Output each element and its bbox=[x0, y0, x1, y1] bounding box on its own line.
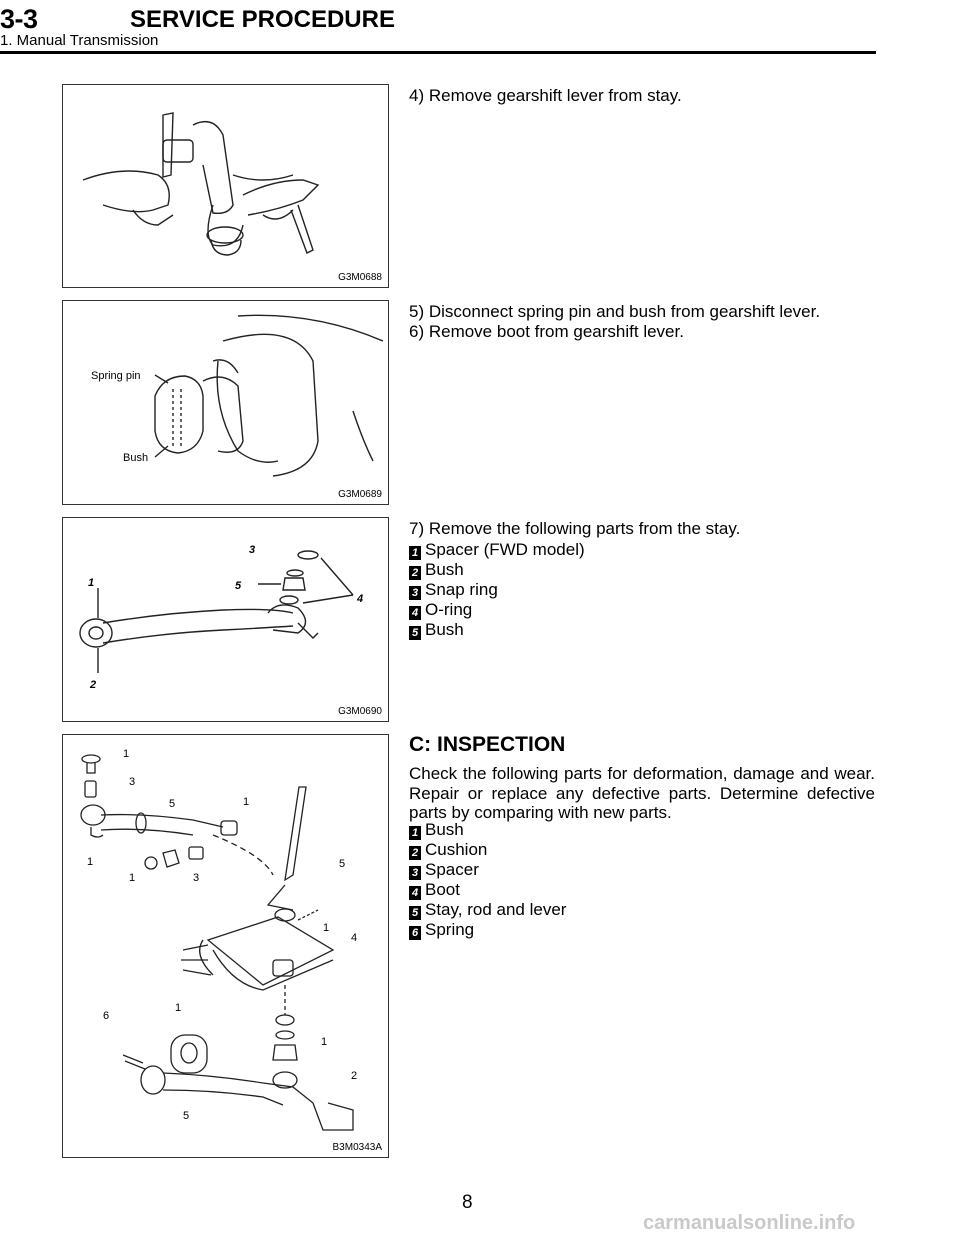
list-item: 1 Spacer (FWD model) bbox=[409, 540, 585, 560]
figure-remove-lever bbox=[62, 84, 389, 288]
page-title: SERVICE PROCEDURE bbox=[130, 6, 395, 33]
callout-1: 1 bbox=[88, 577, 95, 589]
boot-lever-illustration bbox=[63, 301, 388, 504]
section-subtitle: 1. Manual Transmission bbox=[0, 32, 159, 49]
list-item: 5 Bush bbox=[409, 620, 585, 640]
stay-illustration bbox=[63, 518, 388, 721]
list-item: 1 Bush bbox=[409, 820, 566, 840]
page-number: 8 bbox=[462, 1192, 473, 1213]
callout-5: 5 bbox=[339, 858, 346, 870]
hands-hammer-illustration bbox=[63, 85, 388, 287]
callout-2: 2 bbox=[90, 679, 97, 691]
callout-1: 1 bbox=[123, 748, 130, 760]
callout-5: 5 bbox=[169, 798, 176, 810]
figure-code: B3M0343A bbox=[332, 1142, 382, 1153]
callout-6: 6 bbox=[103, 1010, 110, 1022]
callout-5: 5 bbox=[183, 1110, 190, 1122]
footer-watermark[interactable]: carmanualsonline.info bbox=[643, 1212, 856, 1234]
callout-1: 1 bbox=[323, 922, 330, 934]
callout-1: 1 bbox=[243, 796, 250, 808]
callout-3: 3 bbox=[193, 872, 200, 884]
list-item: 3 Spacer bbox=[409, 860, 566, 880]
callout-3: 3 bbox=[249, 544, 256, 556]
figure-spring-pin-bush bbox=[62, 300, 389, 505]
step-4: 4) Remove gearshift lever from stay. bbox=[409, 86, 682, 105]
figure-code: G3M0690 bbox=[338, 706, 382, 717]
list-item: 6 Spring bbox=[409, 920, 566, 940]
step-6: 6) Remove boot from gearshift lever. bbox=[409, 322, 684, 341]
figure-exploded-view bbox=[62, 734, 389, 1158]
callout-5: 5 bbox=[235, 580, 242, 592]
callout-4: 4 bbox=[351, 932, 358, 944]
stay-parts-list bbox=[409, 540, 585, 640]
section-number: 3-3 bbox=[0, 4, 38, 34]
exploded-parts-illustration bbox=[63, 735, 388, 1157]
callout-1: 1 bbox=[175, 1002, 182, 1014]
figure-stay-parts bbox=[62, 517, 389, 722]
callout-3: 3 bbox=[129, 776, 136, 788]
step-7: 7) Remove the following parts from the stay. bbox=[409, 519, 741, 538]
inspection-text: Check the following parts for deformation, damage and wear. Repair or replace any defective parts. Determine defective parts by comparing with new parts. bbox=[409, 764, 875, 823]
list-item: 4 O-ring bbox=[409, 600, 585, 620]
list-item: 3 Snap ring bbox=[409, 580, 585, 600]
list-item: 2 Bush bbox=[409, 560, 585, 580]
step-5: 5) Disconnect spring pin and bush from gearshift lever. bbox=[409, 302, 821, 321]
callout-1: 1 bbox=[87, 856, 94, 868]
callout-2: 2 bbox=[351, 1070, 358, 1082]
callout-1: 1 bbox=[129, 872, 136, 884]
list-item: 5 Stay, rod and lever bbox=[409, 900, 566, 920]
figure-code: G3M0688 bbox=[338, 272, 382, 283]
inspection-parts-list bbox=[409, 820, 566, 940]
list-item: 2 Cushion bbox=[409, 840, 566, 860]
header-rule bbox=[0, 51, 876, 54]
label-bush: Bush bbox=[123, 452, 149, 464]
callout-4: 4 bbox=[357, 593, 364, 605]
inspection-heading: C: INSPECTION bbox=[409, 733, 566, 756]
callout-1: 1 bbox=[321, 1036, 328, 1048]
list-item: 4 Boot bbox=[409, 880, 566, 900]
figure-code: G3M0689 bbox=[338, 489, 382, 500]
label-spring-pin: Spring pin bbox=[91, 370, 141, 382]
